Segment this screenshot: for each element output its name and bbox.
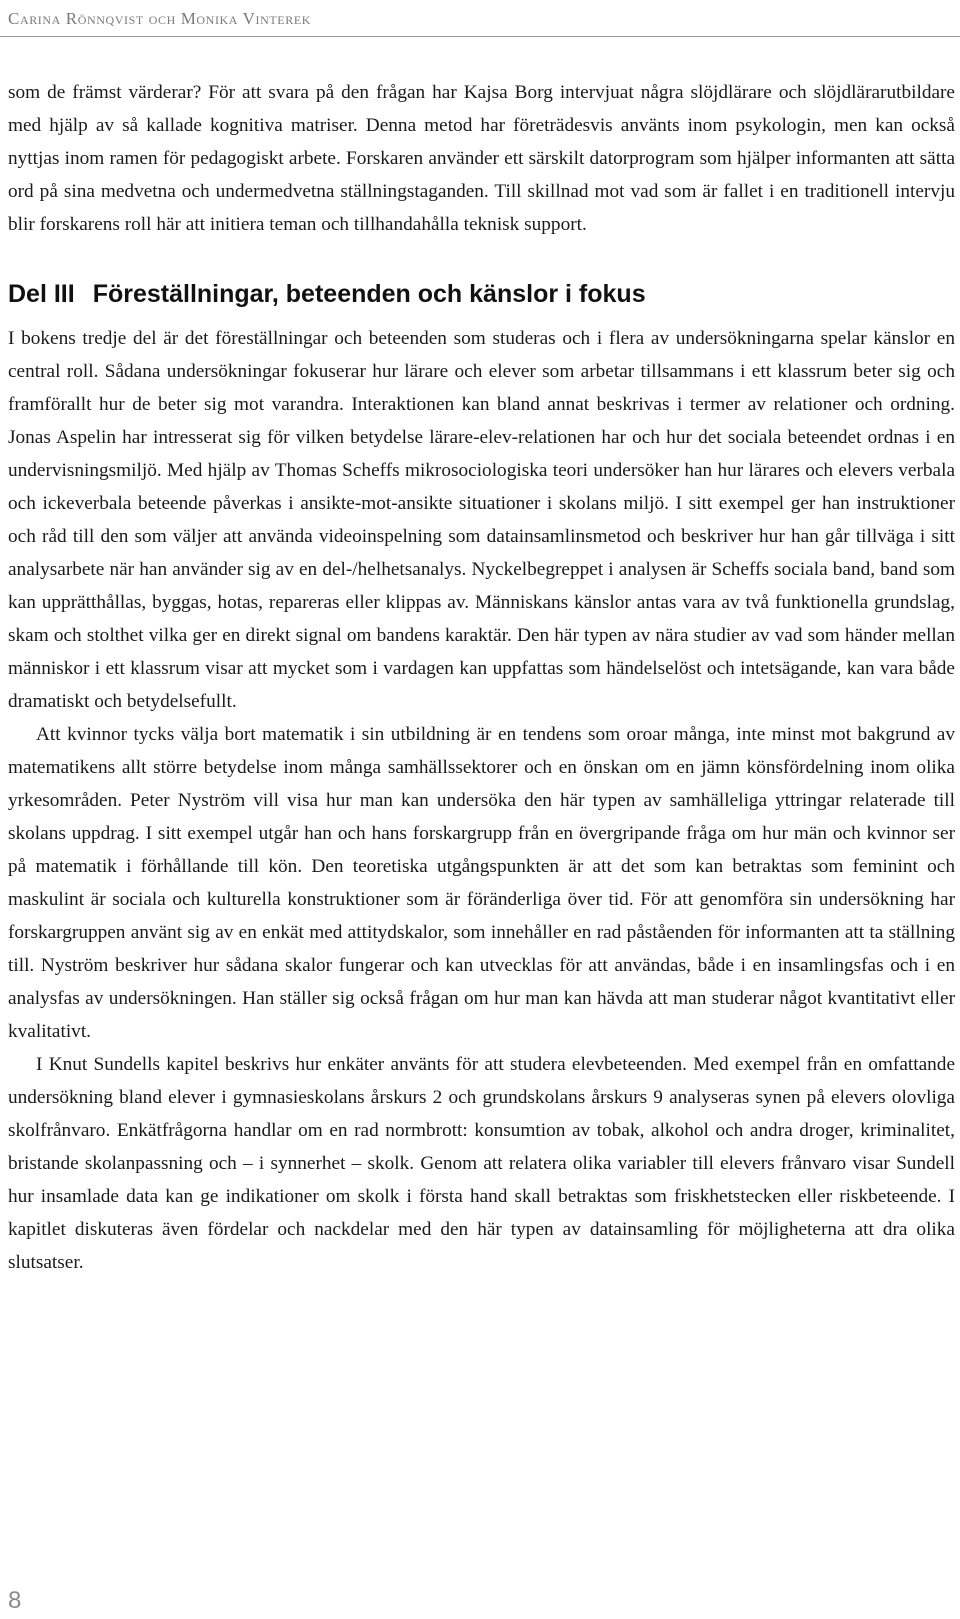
section-title: Föreställningar, beteenden och känslor i fokus bbox=[92, 280, 646, 308]
section-number: Del III bbox=[8, 280, 75, 308]
paragraph-sundell: I Knut Sundells kapitel beskrivs hur enkäter använts för att studera elevbeteenden. Med exempel från en omfattande undersökning bland elever i gymnasieskolans årskurs 2 och grundskolans årskurs 9 analyseras synen på elevers olovliga skolfrånvaro. Enkätfrågorna handlar om en rad normbrott: konsumtion av tobak, alkohol och andra droger, kriminalitet, bristande skolanpassning och – i synnerhet – skolk. Genom att relatera olika variabler till elevers frånvaro visar Sundell hur insamlade data kan ge indikationer om skolk i första hand skall betraktas som friskhetstecken eller riskbeteende. I kapitlet diskuteras även fördelar och nackdelar med den här typen av datainsamling för möjligheterna att dra olika slutsatser. bbox=[8, 1054, 955, 1273]
running-head: Carina Rönnqvist och Monika Vinterek bbox=[8, 9, 312, 28]
header-rule bbox=[0, 36, 960, 37]
paragraph-nystrom: Att kvinnor tycks välja bort matematik i sin utbildning är en tendens som oroar många, inte minst mot bakgrund av matematikens allt större betydelse inom många samhällssektorer och en önskan om en jämn könsfördelning inom olika yrkesområden. Peter Nyström vill visa hur man kan undersöka den här typen av samhälleliga yttringar relaterade till skolans uppdrag. I sitt exempel utgår han och hans forskargrupp från en övergripande fråga om hur män och kvinnor ser på matematik i förhållande till kön. Den teoretiska utgångspunkten är att det som kan betraktas som feminint och maskulint är sociala och kulturella konstruktioner som är föränderliga över tid. För att genomföra sin undersökning har forskargruppen använt sig av en enkät med attitydskalor, som innehåller en rad påståenden för informanten att ta ställning till. Nyström beskriver hur sådana skalor fungerar och kan utvecklas för att användas, både i en insamlingsfas och i en analysfas av undersökningen. Han ställer sig också frågan om hur man kan hävda att man studerar något kvantitativt eller kvalitativt. bbox=[8, 724, 955, 1042]
page-number: 8 bbox=[8, 1587, 22, 1614]
page-body bbox=[8, 76, 955, 1279]
intro-paragraph: som de främst värderar? För att svara på den frågan har Kajsa Borg intervjuat några slöjdlärare och slöjdlärarutbildare med hjälp av så kallade kognitiva matriser. Denna metod har företrädesvis använts inom psykologin, men kan också nyttjas inom ramen för pedagogiskt arbete. Forskaren använder ett särskilt datorprogram som hjälper informanten att sätta ord på sina medvetna och undermedvetna ställningstaganden. Till skillnad mot vad som är fallet i en traditionell intervju blir forskarens roll här att initiera teman och tillhandahålla teknisk support. bbox=[8, 82, 955, 235]
section-heading bbox=[8, 274, 955, 314]
paragraph-aspelin: I bokens tredje del är det föreställningar och beteenden som studeras och i flera av undersökningarna spelar känslor en central roll. Sådana undersökningar fokuserar hur lärare och elever som arbetar tillsammans i ett klassrum beter sig och framförallt hur de beter sig mot varandra. Interaktionen kan bland annat beskrivas i termer av relationer och ordning. Jonas Aspelin har intresserat sig för vilken betydelse lärare-elev-relationen har och hur det sociala beteendet ordnas i en undervisningsmiljö. Med hjälp av Thomas Scheffs mikrosociologiska teori undersöker han hur lärares och elevers verbala och ickeverbala beteende påverkas i ansikte-mot-ansikte situationer i skolans miljö. I sitt exempel ger han instruktioner och råd till den som väljer att använda videoinspelning som datainsamlinsmetod och beskriver hur han går tillväga i sitt analysarbete när han använder sig av en del-/helhetsanalys. Nyckelbegreppet i analysen är Scheffs sociala band, band som kan upprätthållas, byggas, hotas, repareras eller klippas av. Människans känslor antas vara av två funktionella grundslag, skam och stolthet vilka ger en direkt signal om bandens karaktär. Den här typen av nära studier av vad som händer mellan människor i ett klassrum visar att mycket som i vardagen kan uppfattas som händelselöst och intetsägande, kan vara både dramatiskt och betydelsefullt. bbox=[8, 328, 955, 712]
